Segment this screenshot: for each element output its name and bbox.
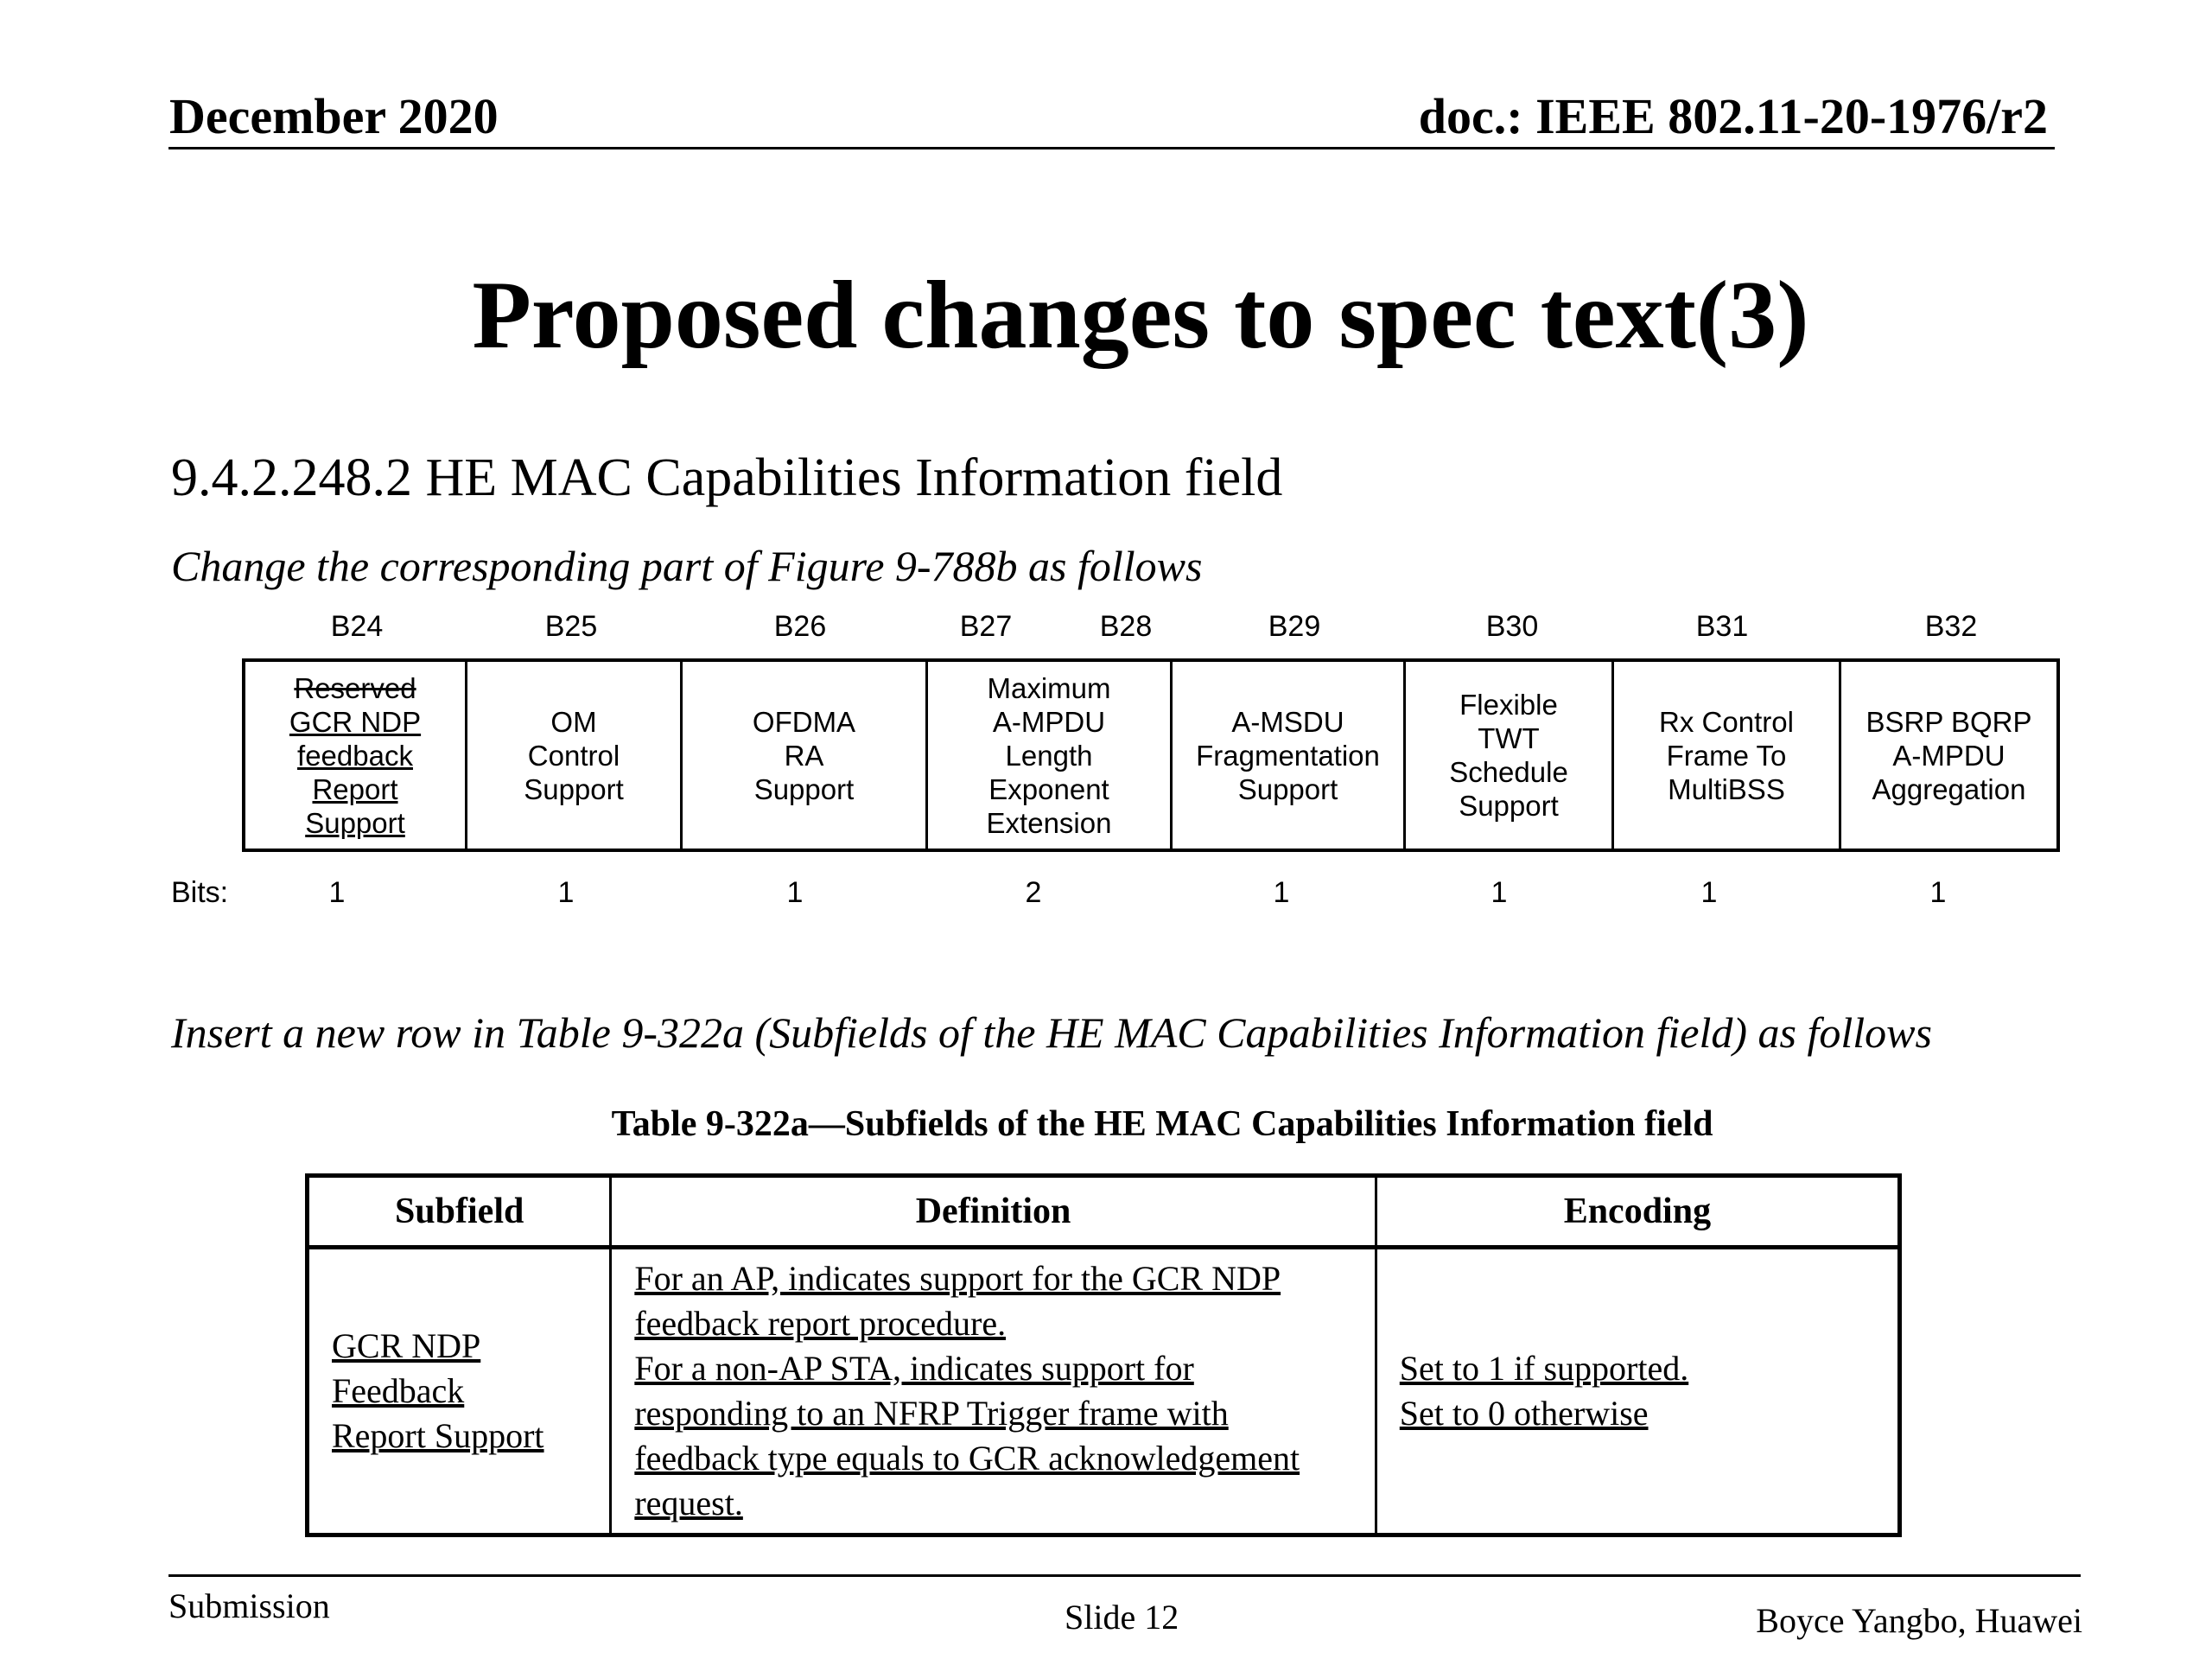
bit-label-b26: B26	[773, 610, 827, 643]
field-cell-label: Flexible TWT Schedule Support	[1449, 689, 1568, 822]
field-cell-bsrp-bqrp	[1839, 662, 2056, 849]
field-cell-ofdma-ra	[680, 662, 925, 849]
field-cell-amsdu-frag	[1170, 662, 1403, 849]
bits-value: 2	[1025, 876, 1042, 909]
footer-rule	[168, 1574, 2081, 1577]
field-cell-label: GCR NDP feedback Report Support	[289, 705, 422, 839]
bit-label-b28: B28	[1099, 610, 1153, 643]
table-caption: Table 9-322a—Subfields of the HE MAC Capabilities Information field	[611, 1104, 1713, 1144]
bits-value: 1	[786, 876, 804, 909]
bit-label-b29: B29	[1268, 610, 1321, 643]
bits-value: 1	[1929, 876, 1947, 909]
definition-text-line: request.	[634, 1484, 743, 1522]
field-cell-reserved-strikethrough: Reserved	[294, 671, 416, 704]
slide-title: Proposed changes to spec text(3)	[472, 262, 1809, 369]
bits-label: Bits:	[171, 876, 229, 909]
subfield-text-line: Report Support	[332, 1416, 544, 1455]
field-cell-om-control	[465, 662, 680, 849]
table-row	[308, 1248, 1900, 1535]
instruction-table: Insert a new row in Table 9-322a (Subfields of the HE MAC Capabilities Information field) as follows	[171, 1008, 1932, 1057]
field-cell-label: Rx Control Frame To MultiBSS	[1659, 705, 1794, 805]
table-header-row	[308, 1176, 1900, 1248]
definition-text-line: For an AP, indicates support for the GCR NDP	[634, 1259, 1281, 1298]
footer-submission: Submission	[168, 1586, 330, 1625]
bits-value: 1	[328, 876, 346, 909]
encoding-text-line: Set to 1 if supported.	[1399, 1349, 1689, 1388]
definition-cell	[611, 1248, 1376, 1535]
encoding-text-line: Set to 0 otherwise	[1399, 1394, 1649, 1433]
instruction-figure: Change the corresponding part of Figure 9-788b as follows	[171, 542, 1203, 590]
subfield-text-line: GCR NDP	[332, 1326, 481, 1365]
subfield-cell	[308, 1248, 611, 1535]
footer-author: Boyce Yangbo, Huawei	[1756, 1601, 2082, 1640]
header-rule	[168, 147, 2055, 149]
column-header-encoding: Encoding	[1376, 1176, 1899, 1248]
definition-text-line: responding to an NFRP Trigger frame with	[634, 1394, 1229, 1433]
field-cell-label: OM Control Support	[524, 705, 624, 805]
bit-label-b31: B31	[1695, 610, 1749, 643]
field-cell-label: A-MSDU Fragmentation Support	[1196, 705, 1380, 805]
subfields-table	[305, 1173, 1902, 1537]
field-cell-label: BSRP BQRP A-MPDU Aggregation	[1866, 705, 2032, 805]
header-date: December 2020	[169, 88, 499, 144]
bit-label-b32: B32	[1924, 610, 1978, 643]
definition-text-line: feedback type equals to GCR acknowledgement	[634, 1439, 1300, 1478]
field-cell-max-ampdu	[925, 662, 1170, 849]
field-cell-flexible-twt	[1403, 662, 1611, 849]
bit-label-b25: B25	[544, 610, 598, 643]
bits-value: 1	[1273, 876, 1290, 909]
he-mac-capabilities-figure	[242, 658, 2060, 852]
bits-value: 1	[1700, 876, 1718, 909]
bits-value: 1	[1491, 876, 1508, 909]
bits-value: 1	[557, 876, 575, 909]
footer-slide-number: Slide 12	[1065, 1598, 1179, 1637]
bit-label-b30: B30	[1485, 610, 1539, 643]
header-doc-id: doc.: IEEE 802.11-20-1976/r2	[1418, 88, 2048, 144]
field-cell-label: Maximum A-MPDU Length Exponent Extension	[986, 671, 1112, 839]
definition-text-line: feedback report procedure.	[634, 1304, 1007, 1343]
column-header-definition: Definition	[611, 1176, 1376, 1248]
column-header-subfield: Subfield	[308, 1176, 611, 1248]
section-heading: 9.4.2.248.2 HE MAC Capabilities Information field	[171, 448, 1283, 507]
field-cell-gcr-ndp	[245, 662, 465, 849]
subfield-text-line: Feedback	[332, 1371, 465, 1410]
bit-label-b27: B27	[959, 610, 1013, 643]
definition-text-line: For a non-AP STA, indicates support for	[634, 1349, 1194, 1388]
field-cell-rx-control	[1611, 662, 1839, 849]
encoding-cell	[1376, 1248, 1899, 1535]
bit-label-b24: B24	[330, 610, 384, 643]
field-cell-label: OFDMA RA Support	[752, 705, 856, 805]
